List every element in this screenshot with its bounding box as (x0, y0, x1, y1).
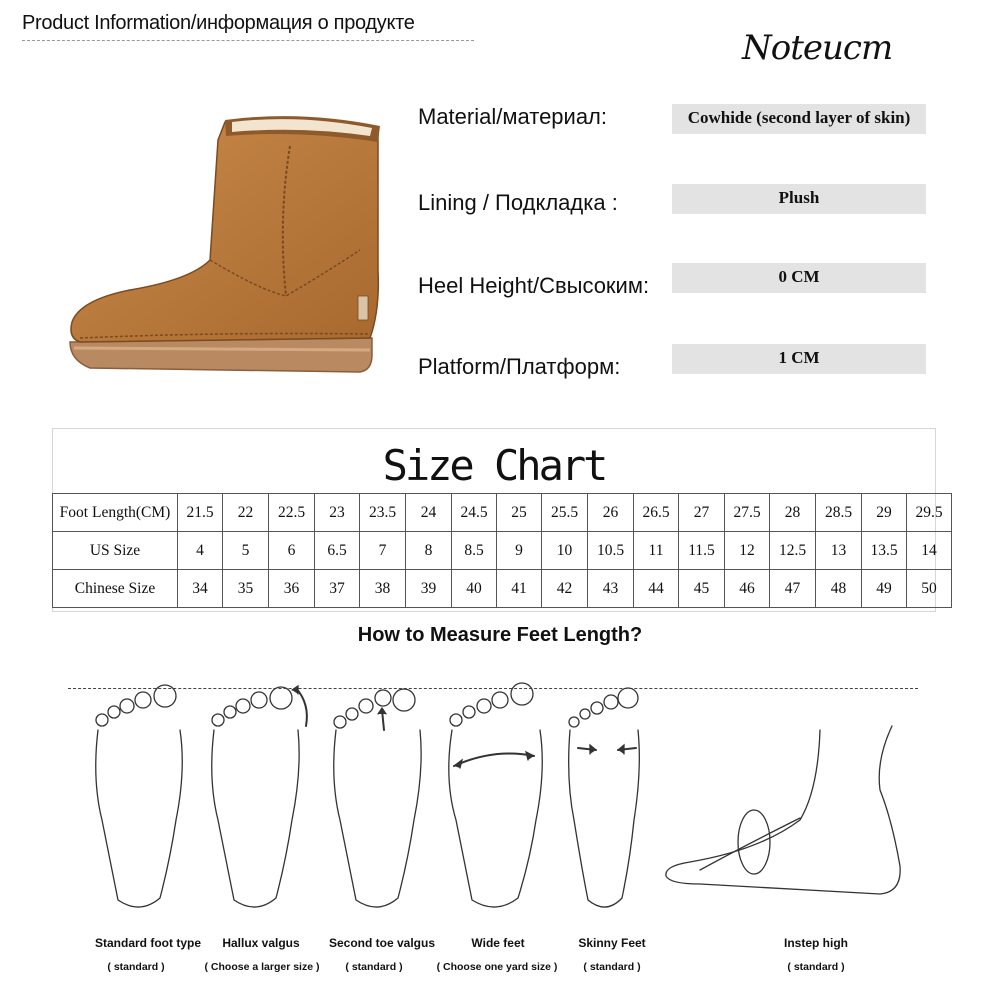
page-header-title: Product Information/информация о продукте (22, 12, 415, 34)
foot-label-wide: Wide feet (471, 936, 525, 950)
instep-high-foot-icon (666, 726, 900, 894)
lining-label: Lining / Подкладка : (418, 190, 618, 215)
wide-foot-icon (449, 683, 542, 907)
table-cell: 23.5 (360, 494, 406, 532)
lining-value: Plush (672, 184, 926, 214)
skinny-foot-icon (569, 688, 640, 907)
header-divider (22, 40, 474, 41)
brown-suede-boot-image (60, 110, 390, 400)
table-cell: 49 (862, 570, 907, 608)
table-cell: 25 (497, 494, 542, 532)
foot-note-second-toe: ( standard ) (345, 961, 403, 973)
table-cell: 28 (770, 494, 816, 532)
material-label: Material/материал: (418, 104, 608, 129)
table-cell: 9 (497, 532, 542, 570)
foot-note-wide: ( Choose one yard size ) (436, 961, 558, 973)
table-cell: 50 (907, 570, 952, 608)
table-cell: 42 (542, 570, 588, 608)
table-cell: 13.5 (862, 532, 907, 570)
chinese-size-row (53, 570, 952, 608)
table-cell: 13 (816, 532, 862, 570)
table-cell: 29 (862, 494, 907, 532)
table-cell: 24 (406, 494, 452, 532)
foot-note-hallux-valgus: ( Choose a larger size ) (204, 961, 320, 973)
table-cell: 21.5 (178, 494, 223, 532)
table-cell: 37 (315, 570, 360, 608)
row-header: US Size (53, 532, 178, 570)
table-cell: 22.5 (269, 494, 315, 532)
table-cell: 44 (634, 570, 679, 608)
table-cell: 26 (588, 494, 634, 532)
table-cell: 10 (542, 532, 588, 570)
foot-label-second-toe: Second toe valgus (328, 936, 436, 950)
table-cell: 29.5 (907, 494, 952, 532)
brand-logo: Noteucm (742, 28, 893, 68)
table-cell: 23 (315, 494, 360, 532)
table-cell: 34 (178, 570, 223, 608)
table-cell: 45 (679, 570, 725, 608)
table-cell: 10.5 (588, 532, 634, 570)
table-cell: 46 (725, 570, 770, 608)
table-cell: 6 (269, 532, 315, 570)
platform-label: Platform/Платформ: (418, 354, 621, 379)
table-cell: 27 (679, 494, 725, 532)
table-cell: 4 (178, 532, 223, 570)
table-cell: 8.5 (452, 532, 497, 570)
foot-note-skinny: ( standard ) (583, 961, 641, 973)
table-cell: 12.5 (770, 532, 816, 570)
table-cell: 11.5 (679, 532, 725, 570)
table-cell: 8 (406, 532, 452, 570)
platform-value: 1 CM (672, 344, 926, 374)
table-cell: 40 (452, 570, 497, 608)
table-cell: 35 (223, 570, 269, 608)
size-chart-table (52, 493, 952, 608)
material-value: Cowhide (second layer of skin) (672, 104, 926, 134)
us-size-row (53, 532, 952, 570)
foot-label-hallux-valgus: Hallux valgus (222, 936, 300, 950)
table-cell: 6.5 (315, 532, 360, 570)
hallux-valgus-foot-icon (212, 686, 307, 907)
foot-illustrations (0, 670, 1000, 940)
heel-height-label: Heel Height/Свысоким: (418, 273, 650, 298)
table-cell: 26.5 (634, 494, 679, 532)
table-cell: 28.5 (816, 494, 862, 532)
row-header: Foot Length(CM) (53, 494, 178, 532)
foot-label-skinny: Skinny Feet (578, 936, 646, 950)
table-cell: 22 (223, 494, 269, 532)
table-cell: 39 (406, 570, 452, 608)
table-cell: 12 (725, 532, 770, 570)
measure-title: How to Measure Feet Length? (357, 624, 643, 646)
table-cell: 48 (816, 570, 862, 608)
table-cell: 14 (907, 532, 952, 570)
foot-note-standard: ( standard ) (107, 961, 165, 973)
size-chart-title: Size Chart (382, 441, 606, 490)
table-cell: 24.5 (452, 494, 497, 532)
foot-note-instep-high: ( standard ) (787, 961, 845, 973)
heel-height-value: 0 CM (672, 263, 926, 293)
foot-length-row (53, 494, 952, 532)
foot-label-standard: Standard foot type (94, 936, 202, 950)
table-cell: 38 (360, 570, 406, 608)
standard-foot-icon (96, 685, 183, 907)
table-cell: 36 (269, 570, 315, 608)
foot-label-instep-high: Instep high (784, 936, 848, 950)
table-cell: 7 (360, 532, 406, 570)
table-cell: 47 (770, 570, 816, 608)
row-header: Chinese Size (53, 570, 178, 608)
second-toe-valgus-foot-icon (334, 689, 421, 907)
table-cell: 27.5 (725, 494, 770, 532)
table-cell: 25.5 (542, 494, 588, 532)
table-cell: 41 (497, 570, 542, 608)
table-cell: 5 (223, 532, 269, 570)
table-cell: 11 (634, 532, 679, 570)
table-cell: 43 (588, 570, 634, 608)
